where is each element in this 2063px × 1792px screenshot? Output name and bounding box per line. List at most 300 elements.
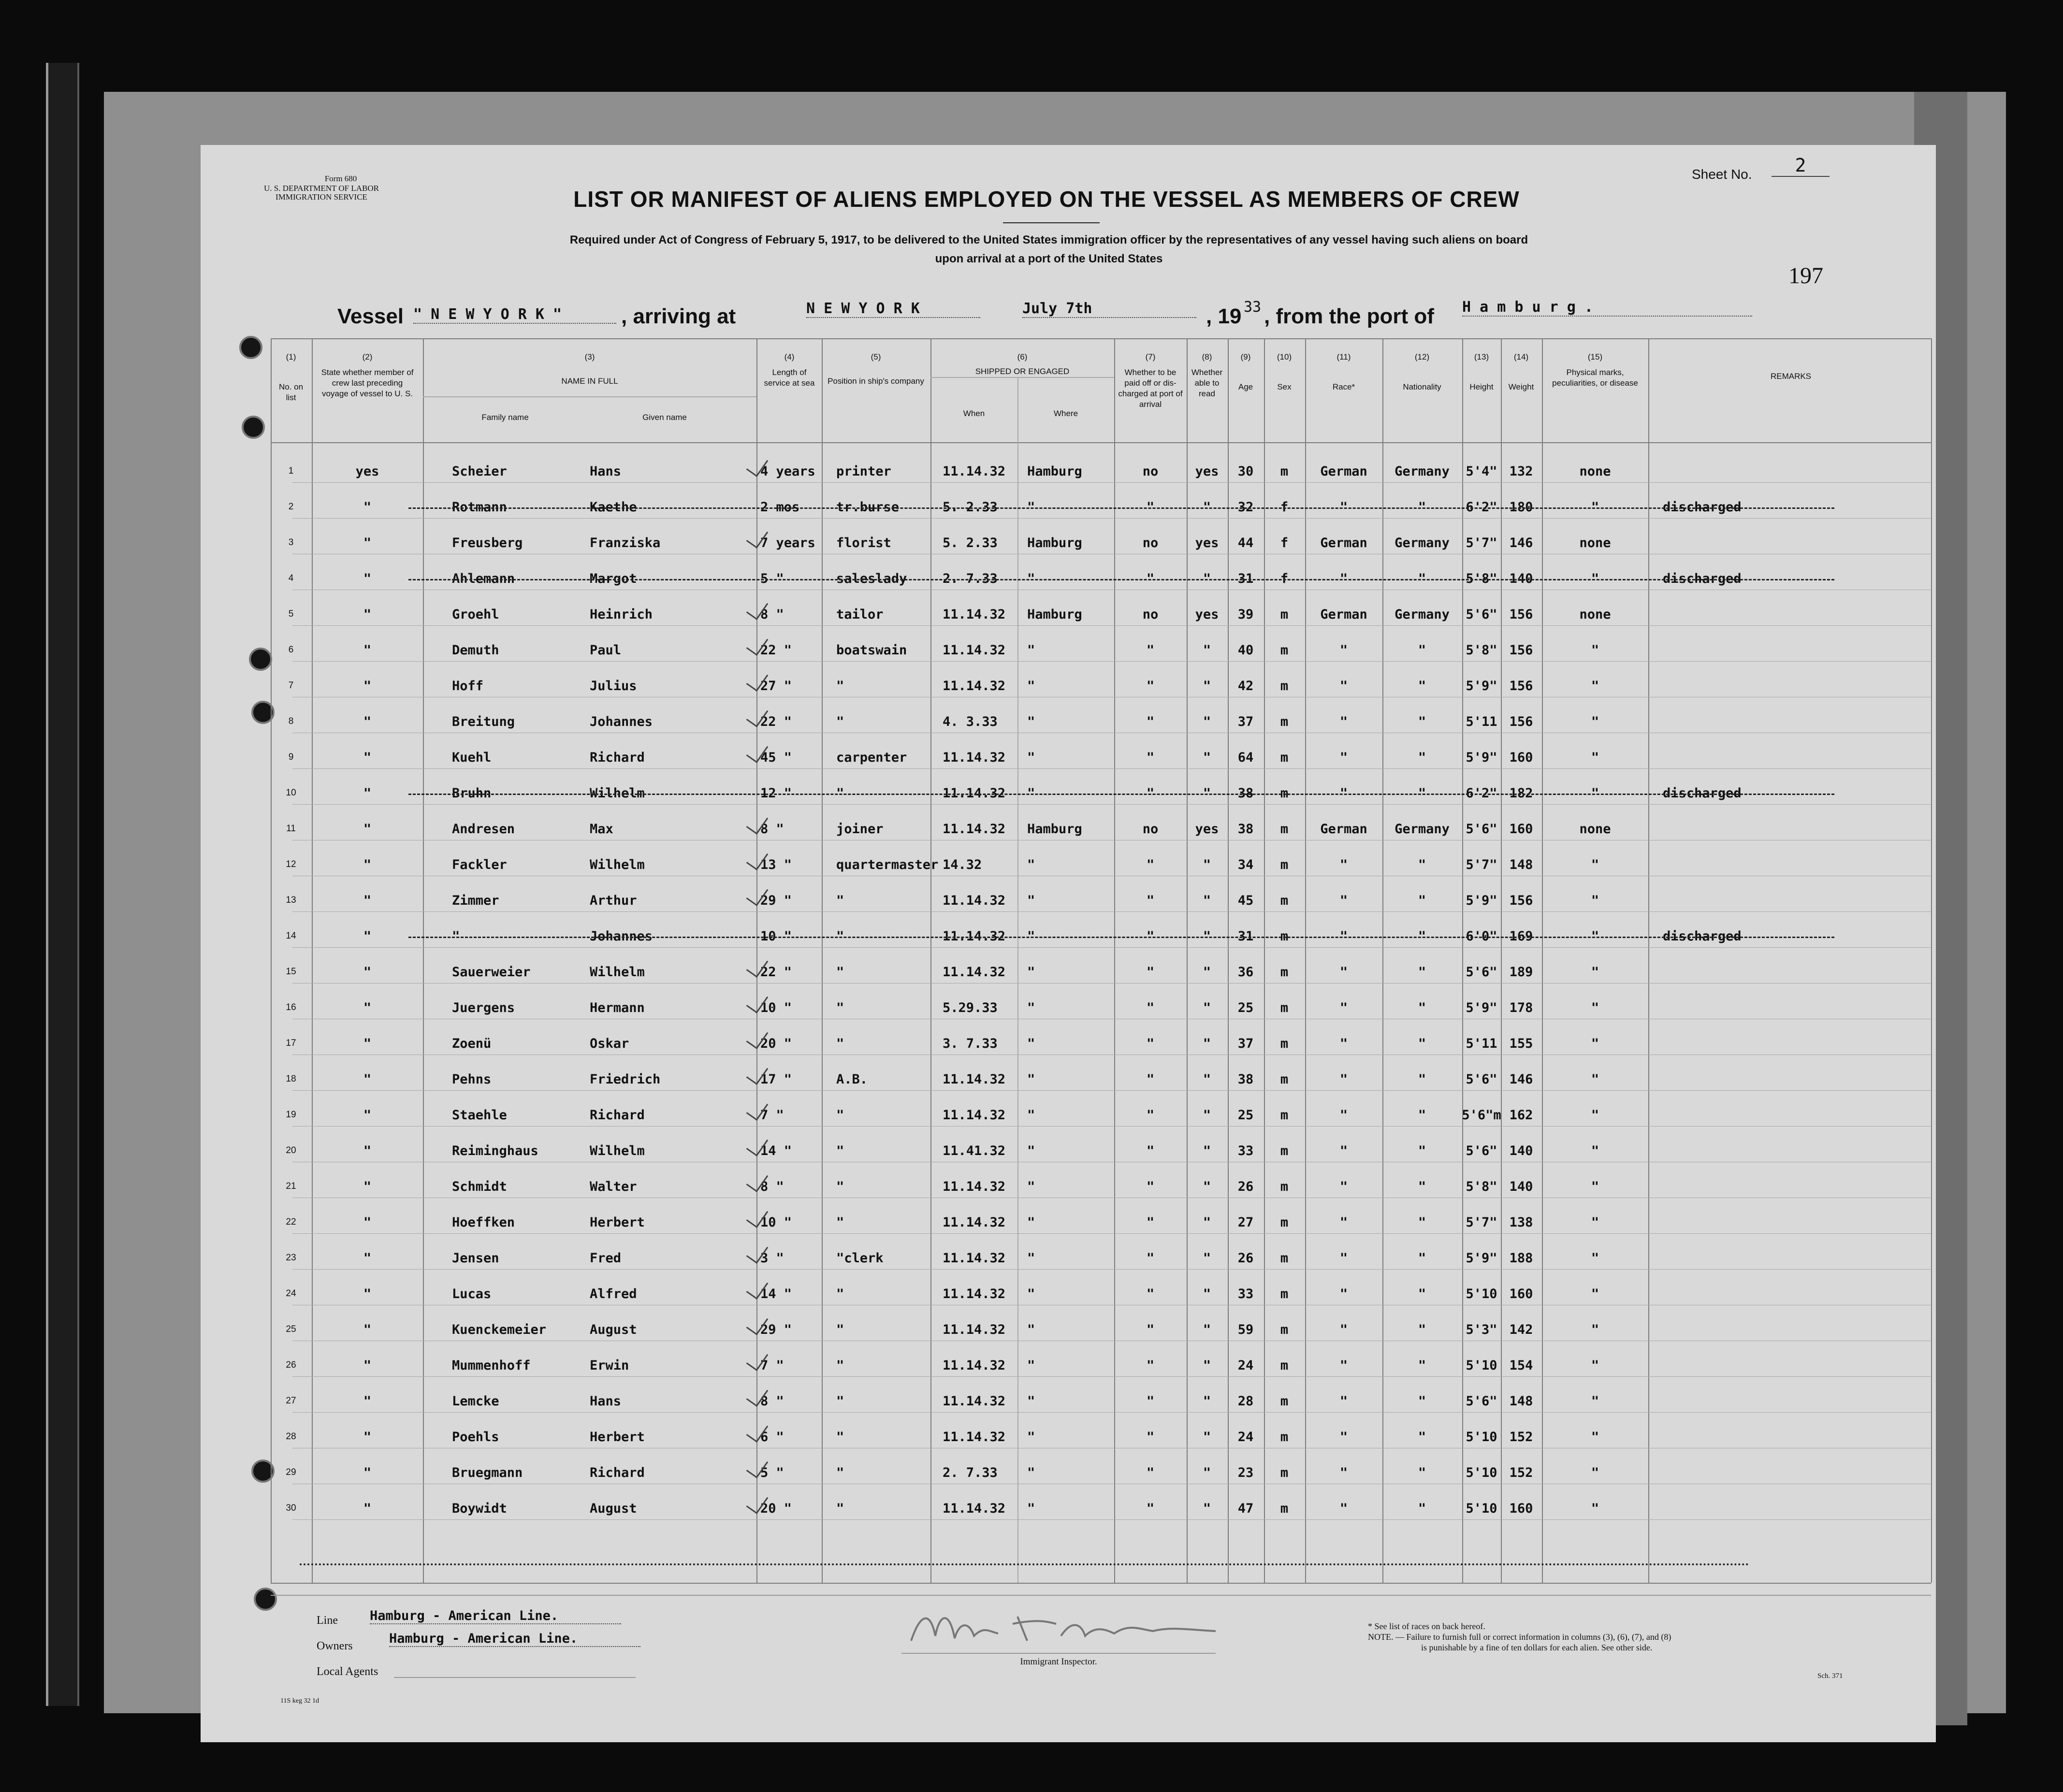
cell-service: 22 " [760, 643, 792, 658]
col-num-6: (6) [1017, 352, 1028, 361]
cell-when: 11.14.32 [943, 1251, 1006, 1266]
cell-age: 31 [1237, 571, 1254, 586]
cell-height: 5'4" [1466, 464, 1497, 479]
cell-prev: " [363, 1072, 372, 1087]
cell-sex: m [1280, 1430, 1289, 1445]
cell-family: Rotmann [452, 500, 507, 515]
cell-height: 5'8" [1466, 571, 1497, 586]
cell-no: 19 [286, 1110, 296, 1120]
cell-service: 5 " [760, 571, 784, 586]
cell-sex: m [1280, 1501, 1289, 1516]
cell-when: 3. 7.33 [943, 1036, 998, 1051]
col-header-sex: Sex [1277, 382, 1292, 391]
cell-age: 23 [1237, 1465, 1254, 1480]
cell-race: German [1320, 464, 1367, 479]
row-rule [292, 482, 1931, 483]
cell-read: " [1203, 1286, 1211, 1301]
cell-nat: Germany [1395, 822, 1450, 837]
cell-prev: " [363, 571, 372, 586]
cell-prev: " [363, 1108, 372, 1123]
department-name: U. S. DEPARTMENT OF LABOR [264, 184, 379, 193]
cell-nat: " [1418, 1286, 1426, 1301]
cell-nat: " [1418, 1036, 1426, 1051]
cell-paid: " [1146, 1465, 1155, 1480]
cell-prev: " [363, 607, 372, 622]
cell-family: " [452, 929, 460, 944]
cell-no: 8 [288, 716, 294, 726]
cell-marks: " [1591, 786, 1599, 801]
col-header-name: NAME IN FULL [561, 376, 618, 386]
cell-read: yes [1195, 464, 1219, 479]
cell-race: " [1339, 786, 1348, 801]
cell-weight: 152 [1509, 1430, 1533, 1445]
cell-read: yes [1195, 607, 1219, 622]
cell-no: 6 [288, 645, 294, 655]
cell-nat: " [1418, 1501, 1426, 1516]
cell-no: 26 [286, 1360, 296, 1370]
cell-marks: none [1579, 535, 1611, 550]
col-num-10: (10) [1277, 352, 1292, 361]
cell-prev: " [363, 500, 372, 515]
cell-paid: " [1146, 679, 1155, 694]
cell-position: " [836, 1179, 844, 1194]
cell-height: 6'0" [1466, 929, 1497, 944]
cell-marks: " [1591, 500, 1599, 515]
local-agents-label: Local Agents [317, 1665, 378, 1678]
subtitle-line-1: Required under Act of Congress of February 5, 1917, to be delivered to the United States immigration officer by the representatives of any vessel having such aliens on board [569, 233, 1528, 246]
cell-no: 17 [286, 1038, 296, 1048]
cell-prev: " [363, 786, 372, 801]
cell-race: " [1339, 965, 1348, 980]
cell-where: " [1027, 643, 1035, 658]
cell-age: 25 [1237, 1108, 1254, 1123]
cell-given: Richard [590, 1465, 645, 1480]
strike-through-line [408, 794, 1834, 796]
cell-marks: " [1591, 1430, 1599, 1445]
closing-dotted-line [300, 1563, 1750, 1567]
cell-given: Fred [590, 1251, 622, 1266]
binder-spine [46, 63, 79, 1706]
cell-service: 22 " [760, 965, 792, 980]
cell-prev: " [363, 1215, 372, 1230]
cell-family: Bruegmann [452, 1465, 523, 1480]
cell-prev: " [363, 893, 372, 908]
cell-height: 5'10 [1466, 1358, 1497, 1373]
cell-no: 2 [288, 502, 294, 512]
line-value: Hamburg - American Line. [370, 1608, 621, 1624]
cell-marks: " [1591, 857, 1599, 872]
cell-when: 11.14.32 [943, 643, 1006, 658]
footer-divider [271, 1595, 1931, 1596]
cell-where: " [1027, 1108, 1035, 1123]
cell-race: " [1339, 857, 1348, 872]
cell-no: 13 [286, 895, 296, 905]
cell-sex: m [1280, 750, 1289, 765]
cell-marks: " [1591, 1358, 1599, 1373]
cell-nat: " [1418, 893, 1426, 908]
cell-prev: " [363, 714, 372, 729]
row-rule [292, 625, 1931, 626]
cell-weight: 189 [1509, 965, 1533, 980]
col-num-13: (13) [1474, 352, 1489, 361]
cell-prev: " [363, 1251, 372, 1266]
cell-height: 5'10 [1466, 1430, 1497, 1445]
cell-when: 11.14.32 [943, 750, 1006, 765]
cell-marks: " [1591, 1000, 1599, 1015]
cell-prev: " [363, 1286, 372, 1301]
cell-read: " [1203, 500, 1211, 515]
row-rule [292, 1412, 1931, 1413]
cell-read: " [1203, 1036, 1211, 1051]
row-rule [292, 1090, 1931, 1091]
cell-sex: m [1280, 929, 1289, 944]
cell-where: " [1027, 1322, 1035, 1337]
cell-age: 40 [1237, 643, 1254, 658]
cell-weight: 162 [1509, 1108, 1533, 1123]
cell-nat: " [1418, 643, 1426, 658]
cell-marks: " [1591, 1322, 1599, 1337]
cell-service: 17 " [760, 1072, 792, 1087]
cell-nat: " [1418, 500, 1426, 515]
cell-marks: " [1591, 750, 1599, 765]
print-code: 11S keg 32 1d [280, 1697, 319, 1705]
cell-when: 2. 7.33 [943, 571, 998, 586]
cell-given: Herbert [590, 1430, 645, 1445]
page-title: LIST OR MANIFEST OF ALIENS EMPLOYED ON THE VESSEL AS MEMBERS OF CREW [573, 187, 1520, 212]
cell-marks: " [1591, 929, 1599, 944]
cell-age: 33 [1237, 1286, 1254, 1301]
cell-sex: m [1280, 1179, 1289, 1194]
line-label: Line [317, 1614, 338, 1627]
strike-through-line [408, 937, 1834, 939]
cell-marks: " [1591, 1072, 1599, 1087]
cell-age: 37 [1237, 714, 1254, 729]
cell-position: " [836, 1143, 844, 1158]
cell-paid: " [1146, 1143, 1155, 1158]
cell-no: 3 [288, 537, 294, 548]
cell-age: 31 [1237, 929, 1254, 944]
cell-given: Hans [590, 464, 622, 479]
cell-given: Alfred [590, 1286, 637, 1301]
cell-family: Mummenhoff [452, 1358, 531, 1373]
cell-paid: " [1146, 1108, 1155, 1123]
cell-height: 5'6" [1466, 1143, 1497, 1158]
cell-race: " [1339, 1430, 1348, 1445]
cell-weight: 156 [1509, 679, 1533, 694]
cell-where: " [1027, 893, 1035, 908]
cell-paid: " [1146, 1358, 1155, 1373]
cell-service: 7 " [760, 1108, 784, 1123]
cell-sex: f [1280, 535, 1289, 550]
cell-no: 30 [286, 1503, 296, 1513]
cell-family: Breitung [452, 714, 515, 729]
cell-paid: " [1146, 1179, 1155, 1194]
cell-no: 25 [286, 1324, 296, 1334]
cell-sex: f [1280, 571, 1289, 586]
cell-paid: " [1146, 750, 1155, 765]
subtitle-line-2: upon arrival at a port of the United States [935, 252, 1163, 265]
cell-position: " [836, 1000, 844, 1015]
cell-when: 14.32 [943, 857, 982, 872]
cell-where: " [1027, 1358, 1035, 1373]
cell-paid: " [1146, 1394, 1155, 1409]
col-header-family-name: Family name [481, 413, 529, 422]
cell-race: " [1339, 643, 1348, 658]
cell-weight: 169 [1509, 929, 1533, 944]
cell-race: " [1339, 500, 1348, 515]
cell-nat: " [1418, 1000, 1426, 1015]
cell-family: Bruhn [452, 786, 492, 801]
cell-read: " [1203, 786, 1211, 801]
cell-sex: m [1280, 1358, 1289, 1373]
cell-no: 12 [286, 859, 296, 869]
cell-nat: " [1418, 750, 1426, 765]
col-header-no-on-list: No. on list [278, 382, 304, 402]
cell-given: Hans [590, 1394, 622, 1409]
cell-paid: " [1146, 893, 1155, 908]
cell-sex: m [1280, 464, 1289, 479]
row-rule [292, 1126, 1931, 1127]
cell-prev: " [363, 1000, 372, 1015]
cell-weight: 160 [1509, 750, 1533, 765]
cell-height: 6'2" [1466, 786, 1497, 801]
cell-prev: " [363, 929, 372, 944]
cell-no: 24 [286, 1288, 296, 1299]
cell-service: 8 " [760, 1179, 784, 1194]
cell-position: carpenter [836, 750, 907, 765]
cell-sex: m [1280, 1072, 1289, 1087]
cell-read: " [1203, 1430, 1211, 1445]
cell-race: " [1339, 679, 1348, 694]
cell-read: " [1203, 1501, 1211, 1516]
cell-paid: " [1146, 1215, 1155, 1230]
cell-position: " [836, 965, 844, 980]
cell-nat: " [1418, 1072, 1426, 1087]
cell-race: " [1339, 750, 1348, 765]
cell-family: Juergens [452, 1000, 515, 1015]
cell-paid: " [1146, 929, 1155, 944]
cell-race: " [1339, 571, 1348, 586]
cell-read: " [1203, 750, 1211, 765]
cell-no: 5 [288, 609, 294, 619]
cell-service: 29 " [760, 893, 792, 908]
cell-where: " [1027, 500, 1035, 515]
col-header-service: Length of service at sea [764, 368, 815, 388]
cell-when: 11.14.32 [943, 679, 1006, 694]
cell-race: " [1339, 1000, 1348, 1015]
cell-weight: 156 [1509, 607, 1533, 622]
arriving-port: N E W Y O R K [806, 300, 980, 318]
strike-through-line [408, 507, 1834, 510]
cell-weight: 138 [1509, 1215, 1533, 1230]
cell-marks: " [1591, 1251, 1599, 1266]
cell-paid: " [1146, 1072, 1155, 1087]
cell-age: 59 [1237, 1322, 1254, 1337]
cell-service: 20 " [760, 1501, 792, 1516]
cell-prev: " [363, 1465, 372, 1480]
cell-when: 11.14.32 [943, 464, 1006, 479]
cell-position: saleslady [836, 571, 907, 586]
row-rule [292, 768, 1931, 769]
cell-service: 7 years [760, 535, 815, 550]
cell-marks: " [1591, 1179, 1599, 1194]
cell-where: " [1027, 750, 1035, 765]
cell-given: Julius [590, 679, 637, 694]
cell-position: " [836, 1036, 844, 1051]
cell-where: " [1027, 857, 1035, 872]
cell-when: 11.14.32 [943, 1358, 1006, 1373]
cell-nat: " [1418, 786, 1426, 801]
cell-age: 26 [1237, 1179, 1254, 1194]
cell-given: Richard [590, 1108, 645, 1123]
cell-no: 18 [286, 1074, 296, 1084]
cell-position: " [836, 929, 844, 944]
cell-family: Reiminghaus [452, 1143, 538, 1158]
col-header-paid-off: Whether to be paid off or dis-charged at port of arrival [1118, 368, 1183, 409]
punch-hole [242, 416, 265, 439]
col-header-height: Height [1469, 382, 1494, 391]
cell-given: Wilhelm [590, 1143, 645, 1158]
arriving-label: , arriving at [621, 304, 736, 328]
cell-weight: 152 [1509, 1465, 1533, 1480]
cell-given: Johannes [590, 714, 653, 729]
row-rule [292, 1376, 1931, 1377]
col-header-position: Position in ship's company [828, 376, 924, 386]
cell-position: " [836, 1465, 844, 1480]
cell-service: 22 " [760, 714, 792, 729]
cell-given: Johannes [590, 929, 653, 944]
cell-position: " [836, 1501, 844, 1516]
cell-read: " [1203, 1465, 1211, 1480]
cell-service: 8 " [760, 1394, 784, 1409]
cell-when: 11.14.32 [943, 1430, 1006, 1445]
cell-nat: " [1418, 1394, 1426, 1409]
cell-marks: " [1591, 965, 1599, 980]
cell-race: " [1339, 1179, 1348, 1194]
races-note: * See list of races on back hereof. [1368, 1621, 1485, 1631]
cell-given: Max [590, 822, 613, 837]
cell-service: 8 " [760, 822, 784, 837]
cell-weight: 142 [1509, 1322, 1533, 1337]
sheet-label: Sheet No. [1692, 167, 1752, 182]
cell-nat: Germany [1395, 464, 1450, 479]
cell-when: 11.41.32 [943, 1143, 1006, 1158]
cell-weight: 140 [1509, 1179, 1533, 1194]
cell-weight: 182 [1509, 786, 1533, 801]
cell-family: Jensen [452, 1251, 499, 1266]
cell-position: " [836, 1430, 844, 1445]
cell-height: 5'3" [1466, 1322, 1497, 1337]
cell-prev: " [363, 1322, 372, 1337]
owners-label: Owners [317, 1640, 353, 1652]
col-num-4: (4) [784, 352, 795, 361]
cell-height: 5'7" [1466, 857, 1497, 872]
col-header-where: Where [1053, 409, 1078, 418]
cell-when: 11.14.32 [943, 1394, 1006, 1409]
cell-remarks: discharged [1663, 786, 1742, 801]
cell-height: 5'9" [1466, 679, 1497, 694]
cell-given: August [590, 1322, 637, 1337]
cell-where: " [1027, 1430, 1035, 1445]
cell-given: Margot [590, 571, 637, 586]
cell-marks: " [1591, 1286, 1599, 1301]
cell-service: 13 " [760, 857, 792, 872]
punch-hole [254, 1588, 277, 1611]
cell-where: " [1027, 1394, 1035, 1409]
cell-paid: " [1146, 1036, 1155, 1051]
cell-prev: " [363, 1036, 372, 1051]
cell-weight: 155 [1509, 1036, 1533, 1051]
cell-when: 11.14.32 [943, 1072, 1006, 1087]
cell-sex: m [1280, 1322, 1289, 1337]
cell-race: German [1320, 535, 1367, 550]
col-num-8: (8) [1202, 352, 1212, 361]
cell-service: 12 " [760, 786, 792, 801]
cell-where: " [1027, 1501, 1035, 1516]
cell-given: Richard [590, 750, 645, 765]
cell-marks: " [1591, 643, 1599, 658]
cell-weight: 156 [1509, 893, 1533, 908]
punch-hole [249, 648, 272, 671]
row-rule [292, 518, 1931, 519]
cell-service: 14 " [760, 1286, 792, 1301]
cell-marks: " [1591, 1394, 1599, 1409]
cell-position: " [836, 786, 844, 801]
cell-height: 5'8" [1466, 643, 1497, 658]
cell-given: Wilhelm [590, 857, 645, 872]
cell-race: " [1339, 1501, 1348, 1516]
cell-family: Zimmer [452, 893, 499, 908]
row-rule [292, 1269, 1931, 1270]
cell-no: 11 [286, 824, 296, 834]
col-header-race: Race* [1332, 382, 1355, 391]
cell-weight: 160 [1509, 822, 1533, 837]
penalty-note-cont: is punishable by a fine of ten dollars for each alien. See other side. [1421, 1643, 1653, 1652]
cell-no: 14 [286, 931, 296, 941]
cell-read: " [1203, 679, 1211, 694]
cell-service: 10 " [760, 929, 792, 944]
cell-age: 27 [1237, 1215, 1254, 1230]
cell-family: Demuth [452, 643, 499, 658]
cell-remarks: discharged [1663, 571, 1742, 586]
cell-prev: " [363, 643, 372, 658]
cell-no: 16 [286, 1002, 296, 1012]
vessel-name: " N E W Y O R K " [413, 306, 616, 324]
cell-height: 5'6" [1466, 607, 1497, 622]
cell-service: 14 " [760, 1143, 792, 1158]
cell-family: Sauerweier [452, 965, 531, 980]
cell-nat: " [1418, 571, 1426, 586]
from-port: H a m b u r g . [1462, 299, 1752, 317]
cell-read: " [1203, 643, 1211, 658]
cell-paid: " [1146, 1251, 1155, 1266]
cell-given: Oskar [590, 1036, 629, 1051]
cell-when: 11.14.32 [943, 1215, 1006, 1230]
cell-race: " [1339, 1251, 1348, 1266]
cell-where: " [1027, 786, 1035, 801]
cell-read: " [1203, 857, 1211, 872]
cell-weight: 154 [1509, 1358, 1533, 1373]
inspector-signature [901, 1602, 1288, 1655]
schedule-code: Sch. 371 [1817, 1672, 1843, 1680]
cell-service: 7 " [760, 1358, 784, 1373]
col-header-age: Age [1238, 382, 1253, 391]
cell-when: 11.14.32 [943, 1108, 1006, 1123]
cell-when: 11.14.32 [943, 893, 1006, 908]
cell-nat: " [1418, 857, 1426, 872]
cell-position: boatswain [836, 643, 907, 658]
cell-position: " [836, 1358, 844, 1373]
